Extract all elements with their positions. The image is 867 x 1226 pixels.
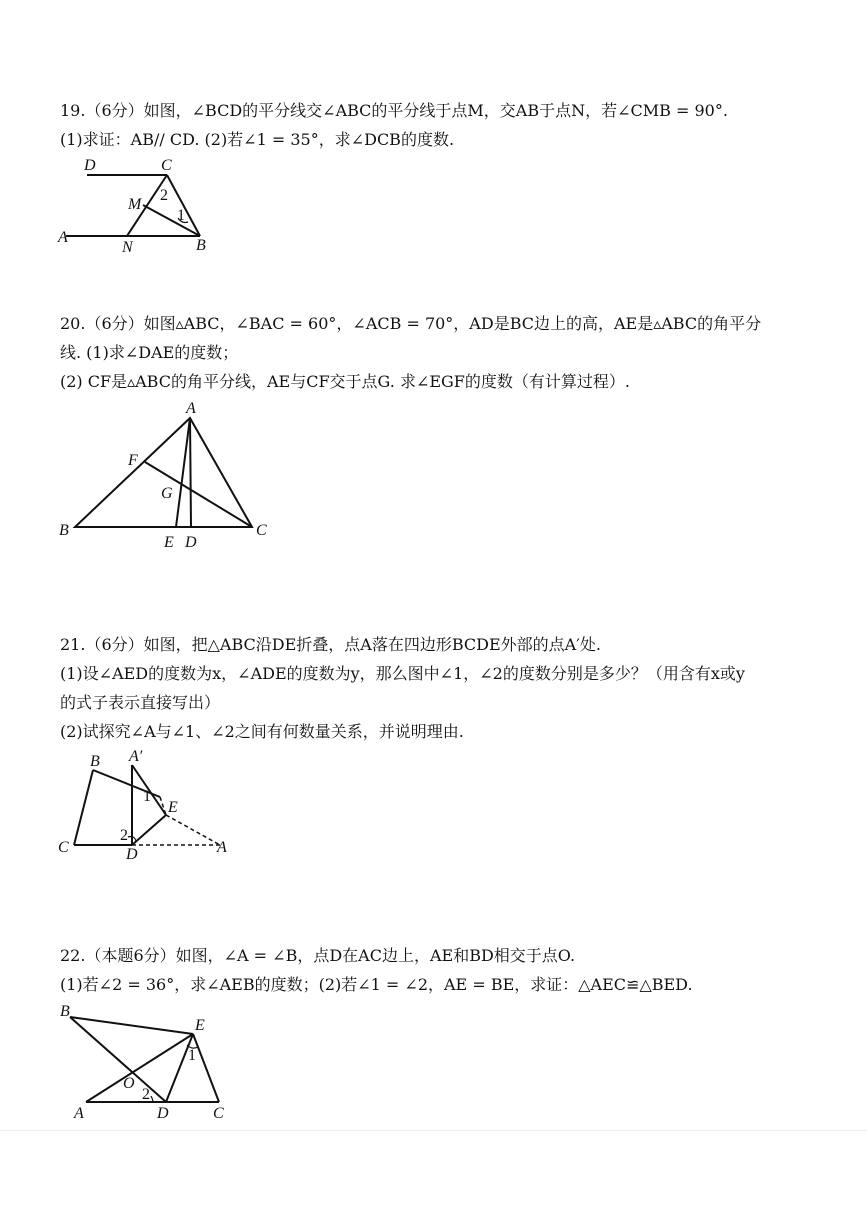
problem-19-line-2: (1)求证：AB// CD. (2)若∠1 = 35°，求∠DCB的度数.	[60, 130, 455, 149]
problem-20-line-3: (2) CF是▵ABC的角平分线，AE与CF交于点G. 求∠EGF的度数（有计算过程）.	[60, 372, 630, 391]
fig21-label-1: 1	[143, 788, 151, 805]
problem-21-line-2: (1)设∠AED的度数为x，∠ADE的度数为y，那么图中∠1，∠2的度数分别是多少？（用含有x或y	[60, 664, 745, 683]
fig19-label-B: B	[196, 237, 206, 254]
problem-19-figure	[50, 150, 220, 260]
problem-20-line-1: 20.（6分）如图▵ABC，∠BAC = 60°，∠ACB = 70°，AD是BC边上的高，AE是▵ABC的角平分	[60, 314, 762, 333]
fig22-label-D: D	[157, 1105, 169, 1122]
fig19-label-N: N	[122, 239, 133, 256]
fig20-label-F: F	[128, 452, 138, 469]
fig20-label-G: G	[161, 485, 173, 502]
problem-21-line-3: 的式子表示直接写出）	[60, 693, 221, 712]
fig21-label-Aprime: A′	[129, 748, 143, 765]
problem-20-line-2: 线. (1)求∠DAE的度数；	[60, 343, 239, 362]
fig19-label-A: A	[58, 229, 68, 246]
fig20-label-C: C	[256, 522, 267, 539]
problem-22-line-2: (1)若∠2 = 36°，求∠AEB的度数；(2)若∠1 = ∠2，AE = BE，求证：△AEC≌△BED.	[60, 975, 693, 994]
fig19-label-1: 1	[177, 207, 185, 224]
fig19-label-M: M	[128, 196, 142, 213]
fig21-label-A: A	[217, 839, 227, 856]
fig22-label-B: B	[60, 1003, 70, 1020]
problem-21-line-4: (2)试探究∠A与∠1、∠2之间有何数量关系，并说明理由.	[60, 722, 464, 741]
fig20-label-A: A	[186, 400, 196, 417]
fig22-label-E: E	[195, 1017, 205, 1034]
problem-19-line-1: 19.（6分）如图，∠BCD的平分线交∠ABC的平分线于点M，交AB于点N，若∠CMB = 90°.	[60, 101, 728, 120]
fig19-label-C: C	[161, 157, 172, 174]
fig22-label-A: A	[74, 1105, 84, 1122]
fig21-label-E: E	[168, 799, 178, 816]
problem-21-figure	[50, 745, 250, 865]
problem-21-line-1: 21.（6分）如图，把△ABC沿DE折叠，点A落在四边形BCDE外部的点A′处.	[60, 635, 601, 654]
fig22-label-O: O	[123, 1075, 135, 1092]
fig21-label-2: 2	[120, 827, 128, 844]
fig20-label-E: E	[164, 534, 174, 551]
problem-20-figure	[50, 395, 280, 555]
fig22-label-1: 1	[188, 1047, 196, 1064]
fig22-label-C: C	[213, 1105, 224, 1122]
fig20-label-D: D	[185, 534, 197, 551]
fig21-label-C: C	[58, 839, 69, 856]
fig19-label-2: 2	[160, 187, 168, 204]
fig21-label-B: B	[90, 753, 100, 770]
fig21-label-D: D	[126, 846, 138, 863]
problem-22-figure	[50, 998, 240, 1128]
fig22-label-2: 2	[142, 1086, 150, 1103]
page-divider	[0, 1130, 867, 1131]
problem-22-line-1: 22.（本题6分）如图，∠A = ∠B，点D在AC边上，AE和BD相交于点O.	[60, 946, 576, 965]
fig20-label-B: B	[59, 522, 69, 539]
fig19-label-D: D	[84, 157, 96, 174]
